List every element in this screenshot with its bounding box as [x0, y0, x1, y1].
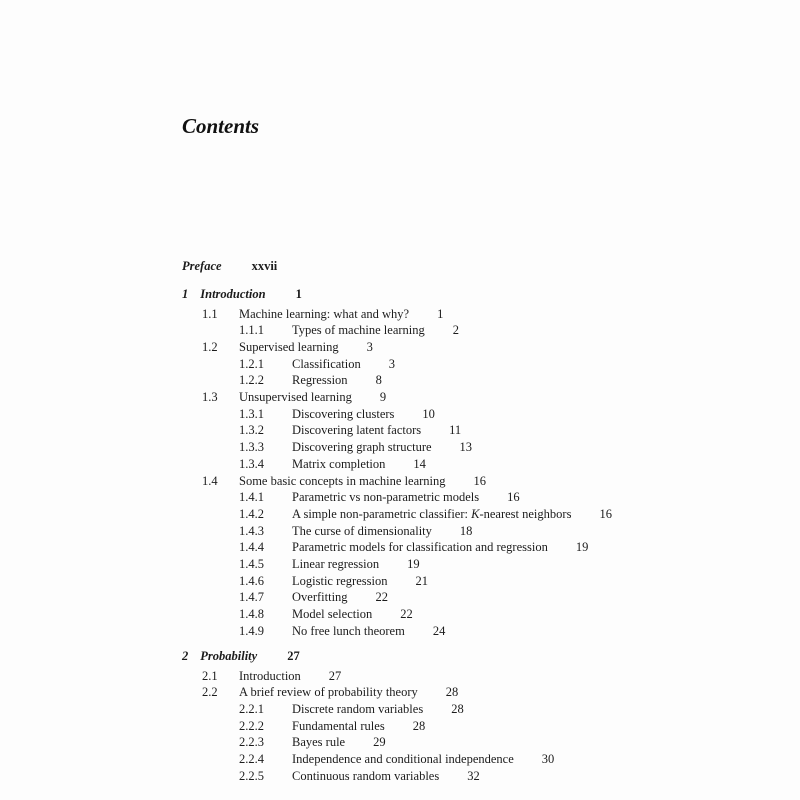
- subsection-title-wrap: [292, 506, 612, 522]
- subsection-title: Fundamental rules: [292, 718, 385, 733]
- subsection-title: The curse of dimensionality: [292, 523, 432, 538]
- subsection-page: 8: [375, 373, 382, 388]
- math-symbol-k: K: [471, 506, 480, 521]
- section-page-wrap: [239, 473, 486, 489]
- subsection-number: 1.3.2: [239, 423, 264, 438]
- subsection-page: 19: [575, 540, 589, 555]
- subsection-title-wrap: [292, 606, 413, 622]
- section-number: 2.2: [202, 685, 218, 700]
- section-page: 1: [437, 306, 444, 321]
- subsection-number: 2.2.1: [239, 701, 264, 716]
- subsection-title: Discrete random variables: [292, 701, 424, 716]
- subsection-page: 16: [599, 506, 612, 521]
- section-number: 1.3: [202, 390, 218, 404]
- subsection-number: 1.1.1: [239, 323, 264, 338]
- subsection-title: Overfitting: [292, 590, 348, 605]
- subsection-page: 32: [467, 768, 480, 783]
- subsection-number: 2.2.4: [239, 752, 264, 766]
- subsection-title-wrap: [292, 573, 428, 589]
- subsection-number: 1.2.1: [239, 356, 264, 371]
- subsection-number: 1.4.6: [239, 573, 264, 588]
- section-page: 3: [366, 339, 373, 354]
- section-page: 27: [328, 668, 342, 683]
- subsection-title: Matrix completion: [292, 456, 386, 471]
- subsection-page: 28: [451, 701, 464, 716]
- subsection-title-wrap: [292, 439, 472, 455]
- subsection-page: 19: [407, 557, 420, 571]
- section-page-wrap: [239, 389, 386, 405]
- subsection-title-wrap: [292, 556, 420, 572]
- subsection-title-wrap: [292, 406, 435, 422]
- subsection-title: Parametric models for classification and regression: [292, 540, 548, 555]
- subsection-title: Logistic regression: [292, 573, 388, 588]
- subsection-page: 18: [459, 523, 473, 538]
- subsection-title-wrap: [292, 322, 459, 338]
- subsection-number: 1.4.5: [239, 557, 264, 571]
- subsection-page: 29: [373, 735, 386, 750]
- toc-chapter-row: [182, 286, 302, 302]
- subsection-title-wrap: [292, 489, 520, 505]
- subsection-number: 2.2.2: [239, 718, 264, 733]
- chapter-number: 1: [182, 287, 189, 301]
- subsection-title: Discovering graph structure: [292, 440, 432, 455]
- subsection-title-wrap: [292, 623, 445, 639]
- subsection-page: 24: [432, 623, 446, 638]
- section-number: 1.4: [202, 473, 218, 488]
- subsection-page: 16: [507, 490, 520, 505]
- subsection-number: 1.4.3: [239, 523, 264, 538]
- subsection-number: 2.2.3: [239, 735, 264, 750]
- subsection-number: 1.4.9: [239, 623, 264, 638]
- section-page: 16: [473, 473, 487, 488]
- subsection-title-wrap: [292, 422, 461, 438]
- subsection-number: 1.2.2: [239, 373, 264, 388]
- subsection-page: 14: [413, 456, 426, 471]
- toc-preface-row: [182, 258, 277, 274]
- section-page-wrap: [239, 339, 373, 355]
- subsection-title-wrap: [292, 751, 554, 767]
- subsection-title: Types of machine learning: [292, 323, 425, 338]
- subsection-title-wrap: [292, 589, 388, 605]
- subsection-title-wrap: [292, 372, 382, 388]
- subsection-title-wrap: [292, 718, 425, 734]
- section-title: Machine learning: what and why?: [239, 306, 410, 321]
- subsection-title-wrap: [292, 356, 395, 372]
- subsection-title: Classification: [292, 356, 361, 371]
- section-title: Some basic concepts in machine learning: [239, 473, 446, 488]
- subsection-page: 3: [388, 356, 395, 371]
- subsection-number: 1.3.1: [239, 406, 264, 421]
- subsection-title: Parametric vs non-parametric models: [292, 490, 480, 505]
- subsection-title: Independence and conditional independence: [292, 752, 514, 766]
- subsection-number: 1.3.3: [239, 440, 264, 455]
- subsection-title: Discovering clusters: [292, 406, 395, 421]
- subsection-title-wrap: [292, 734, 386, 750]
- section-title: Supervised learning: [239, 339, 339, 354]
- chapter-title: Probability: [200, 649, 258, 663]
- section-page-wrap: [239, 306, 443, 322]
- subsection-number: 2.2.5: [239, 768, 264, 783]
- subsection-page: 22: [375, 590, 389, 605]
- page-title: Contents: [182, 114, 260, 138]
- subsection-number: 1.4.8: [239, 607, 264, 622]
- toc-chapter-row: [182, 648, 300, 664]
- preface-page: xxvii: [251, 259, 278, 273]
- subsection-title: A simple non-parametric classifier: K-nearest neighbors: [292, 506, 572, 521]
- chapter-page: 1: [295, 287, 302, 301]
- subsection-page: 28: [412, 718, 426, 733]
- subsection-page: 10: [422, 406, 435, 421]
- subsection-title: Linear regression: [292, 557, 380, 571]
- subsection-page: 22: [400, 607, 413, 622]
- subsection-page: 11: [449, 423, 462, 438]
- subsection-title: Continuous random variables: [292, 768, 440, 783]
- subsection-page: 30: [541, 752, 555, 766]
- section-number: 1.1: [202, 306, 218, 321]
- subsection-title: Discovering latent factors: [292, 423, 422, 438]
- subsection-title-wrap: [292, 701, 464, 717]
- subsection-title: No free lunch theorem: [292, 623, 405, 638]
- section-number: 1.2: [202, 339, 218, 354]
- subsection-title-wrap: [292, 539, 588, 555]
- subsection-title: Model selection: [292, 607, 373, 622]
- chapter-page: 27: [287, 649, 300, 663]
- chapter-title: Introduction: [200, 287, 266, 301]
- section-number: 2.1: [202, 668, 218, 683]
- section-title: Unsupervised learning: [239, 390, 352, 404]
- section-title: Introduction: [239, 668, 301, 683]
- chapter-number: 2: [182, 649, 189, 663]
- section-page-wrap: [239, 668, 341, 684]
- subsection-page: 2: [452, 323, 460, 338]
- section-title: A brief review of probability theory: [239, 685, 418, 700]
- subsection-number: 1.4.1: [239, 490, 264, 505]
- subsection-number: 1.4.7: [239, 590, 264, 605]
- subsection-number: 1.4.2: [239, 506, 264, 521]
- subsection-title-wrap: [292, 523, 472, 539]
- section-page: 9: [379, 390, 387, 404]
- subsection-title: Bayes rule: [292, 735, 346, 750]
- subsection-number: 1.3.4: [239, 456, 264, 471]
- subsection-title-wrap: [292, 456, 426, 472]
- subsection-title: Regression: [292, 373, 348, 388]
- subsection-number: 1.4.4: [239, 540, 264, 555]
- subsection-page: 21: [415, 573, 428, 588]
- subsection-title-wrap: [292, 768, 480, 784]
- section-page: 28: [445, 685, 459, 700]
- section-page-wrap: [239, 684, 458, 700]
- subsection-page: 13: [459, 440, 473, 455]
- preface-label: Preface: [182, 259, 222, 273]
